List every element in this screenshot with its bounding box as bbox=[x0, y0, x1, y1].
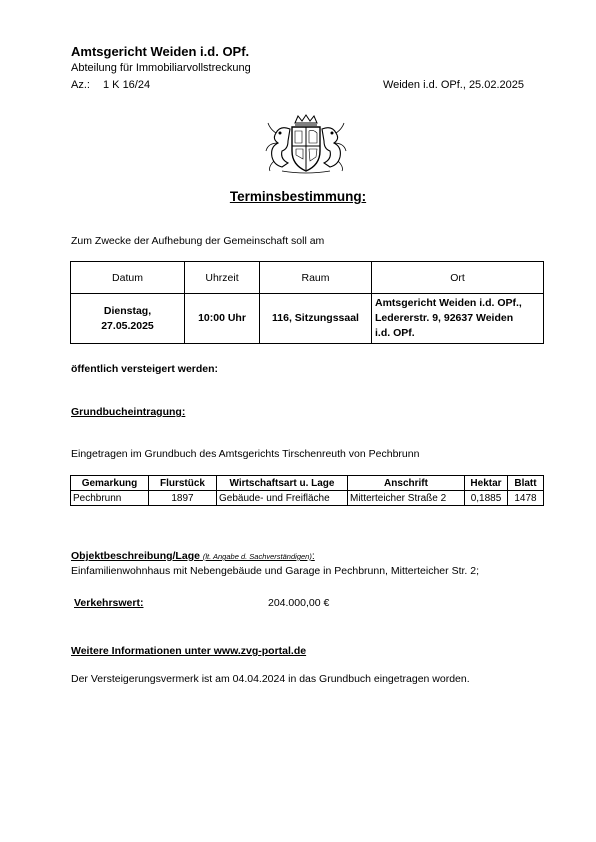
auction-statement: öffentlich versteigert werden: bbox=[71, 363, 219, 375]
page-title: Terminsbestimmung: bbox=[229, 189, 367, 204]
object-heading-note: (lt. Angabe d. Sachverständigen) bbox=[202, 552, 312, 561]
place-date: Weiden i.d. OPf., 25.02.2025 bbox=[382, 79, 524, 91]
appointment-room: 116, Sitzungssaal bbox=[260, 294, 372, 344]
location-line-1: Amtsgericht Weiden i.d. OPf., bbox=[375, 297, 522, 309]
appointment-weekday: Dienstag, bbox=[103, 304, 152, 317]
object-description-heading bbox=[71, 550, 315, 562]
bavarian-coat-of-arms-icon bbox=[262, 113, 350, 175]
market-value: 204.000,00 € bbox=[268, 597, 330, 609]
column-header-raum: Raum bbox=[260, 262, 372, 294]
market-value-label: Verkehrswert: bbox=[74, 597, 144, 609]
table-row bbox=[71, 491, 544, 506]
column-header-flurstueck: Flurstück bbox=[149, 476, 217, 491]
cell-blatt: 1478 bbox=[508, 491, 544, 506]
land-register-text: Eingetragen im Grundbuch des Amtsgerichts Tirschenreuth von Pechbrunn bbox=[71, 448, 420, 460]
department: Abteilung für Immobiliarvollstreckung bbox=[71, 62, 251, 74]
cell-flurstueck: 1897 bbox=[149, 491, 217, 506]
object-heading-colon: : bbox=[311, 550, 315, 562]
appointment-date-value: 27.05.2025 bbox=[101, 319, 154, 332]
intro-text: Zum Zwecke der Aufhebung der Gemeinschaft soll am bbox=[71, 235, 325, 247]
location-line-3: i.d. OPf. bbox=[375, 327, 415, 339]
cell-wirtschaftsart: Gebäude- und Freifläche bbox=[217, 491, 348, 506]
object-heading-text: Objektbeschreibung/Lage bbox=[71, 550, 200, 562]
column-header-anschrift: Anschrift bbox=[348, 476, 465, 491]
court-name: Amtsgericht Weiden i.d. OPf. bbox=[71, 44, 250, 59]
appointment-date bbox=[71, 294, 185, 344]
object-description-text: Einfamilienwohnhaus mit Nebengebäude und Garage in Pechbrunn, Mitterteicher Str. 2; bbox=[71, 565, 479, 577]
table-row bbox=[71, 294, 544, 344]
appointment-time: 10:00 Uhr bbox=[185, 294, 260, 344]
file-number-label: Az.: bbox=[71, 79, 90, 91]
cell-gemarkung: Pechbrunn bbox=[71, 491, 149, 506]
further-info-link[interactable]: Weitere Informationen unter www.zvg-portal.de bbox=[71, 645, 307, 657]
column-header-datum: Datum bbox=[71, 262, 185, 294]
appointment-location bbox=[372, 294, 544, 344]
location-line-2: Ledererstr. 9, 92637 Weiden bbox=[375, 312, 514, 324]
column-header-wirtschaftsart: Wirtschaftsart u. Lage bbox=[217, 476, 348, 491]
land-register-heading: Grundbucheintragung: bbox=[71, 406, 186, 418]
column-header-hektar: Hektar bbox=[465, 476, 508, 491]
land-register-table bbox=[70, 475, 544, 506]
column-header-ort: Ort bbox=[372, 262, 544, 294]
appointment-table bbox=[70, 261, 544, 344]
cell-anschrift: Mitterteicher Straße 2 bbox=[348, 491, 465, 506]
table-header-row bbox=[71, 476, 544, 491]
column-header-gemarkung: Gemarkung bbox=[71, 476, 149, 491]
cell-hektar: 0,1885 bbox=[465, 491, 508, 506]
auction-note: Der Versteigerungsvermerk ist am 04.04.2024 in das Grundbuch eingetragen worden. bbox=[71, 673, 470, 685]
table-header-row bbox=[71, 262, 544, 294]
column-header-blatt: Blatt bbox=[508, 476, 544, 491]
file-number: 1 K 16/24 bbox=[103, 79, 151, 91]
column-header-uhrzeit: Uhrzeit bbox=[185, 262, 260, 294]
